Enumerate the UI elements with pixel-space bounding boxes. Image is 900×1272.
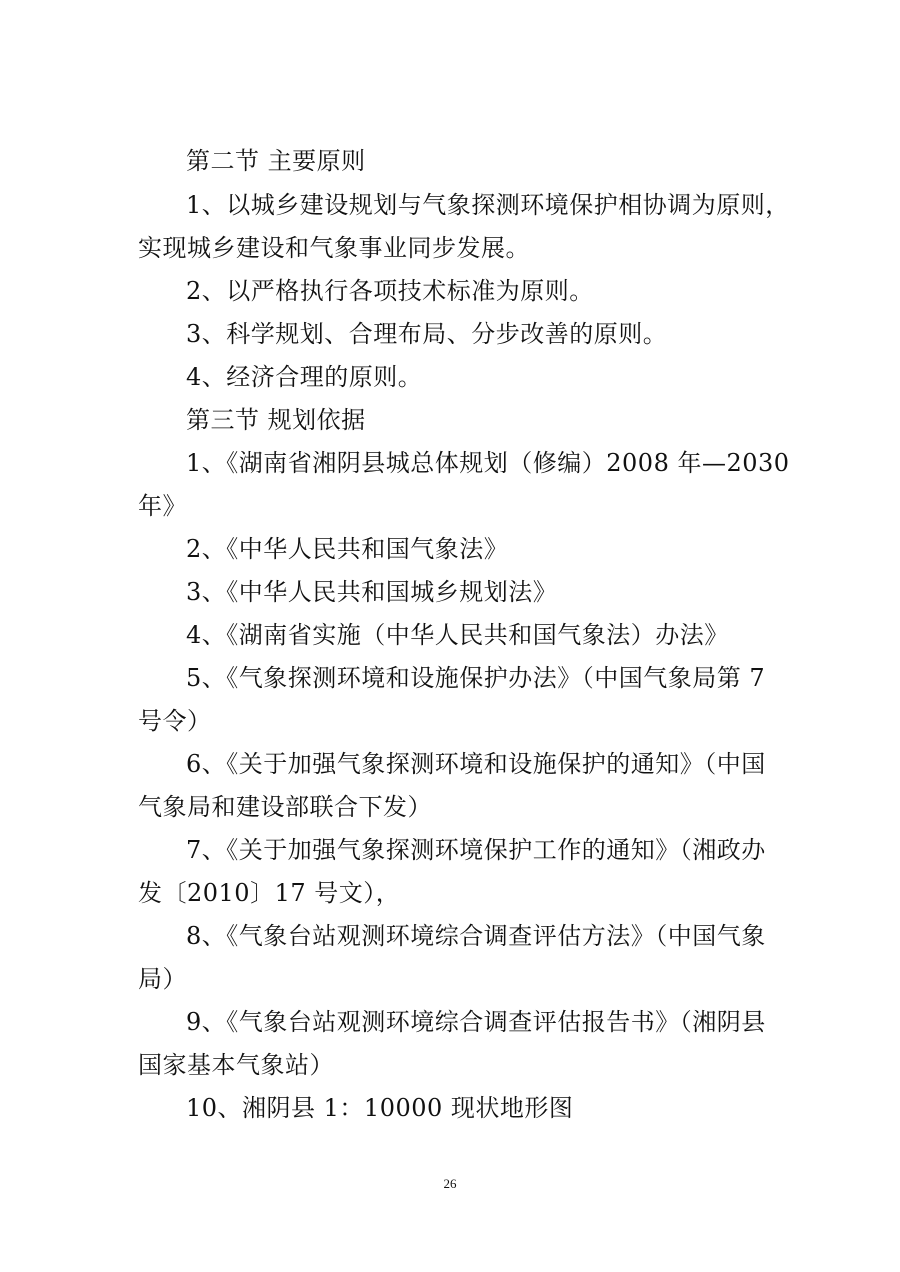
paragraph-line: 10、湘阴县 1：10000 现状地形图: [186, 1094, 574, 1122]
paragraph-line: 发〔2010〕17 号文），: [138, 879, 401, 907]
paragraph-line: 气象局和建设部联合下发）: [138, 793, 432, 821]
paragraph-line: 3、科学规划、合理布局、分步改善的原则。: [186, 320, 668, 348]
paragraph-line: 局）: [138, 965, 187, 993]
paragraph-line: 2、以严格执行各项技术标准为原则。: [186, 277, 594, 305]
paragraph-line: 3、《中华人民共和国城乡规划法》: [186, 578, 558, 606]
paragraph-line: 5、《气象探测环境和设施保护办法》（中国气象局第 7: [186, 664, 766, 692]
paragraph-line: 9、《气象台站观测环境综合调查评估报告书》（湘阴县: [186, 1008, 766, 1036]
paragraph-line: 1、以城乡建设规划与气象探测环境保护相协调为原则，: [186, 191, 790, 219]
section-heading-basis: 第三节 规划依据: [186, 406, 366, 434]
paragraph-line: 号令）: [138, 707, 212, 735]
paragraph-line: 4、经济合理的原则。: [186, 363, 423, 391]
paragraph-line: 4、《湖南省实施（中华人民共和国气象法）办法》: [186, 621, 729, 649]
paragraph-line: 国家基本气象站）: [138, 1051, 334, 1079]
paragraph-line: 实现城乡建设和气象事业同步发展。: [138, 234, 530, 262]
page-number: 26: [443, 1176, 457, 1191]
paragraph-line: 2、《中华人民共和国气象法》: [186, 535, 509, 563]
paragraph-line: 6、《关于加强气象探测环境和设施保护的通知》（中国: [186, 750, 766, 778]
section-heading-principles: 第二节 主要原则: [186, 147, 366, 175]
paragraph-line: 8、《气象台站观测环境综合调查评估方法》（中国气象: [186, 922, 766, 950]
paragraph-line: 7、《关于加强气象探测环境保护工作的通知》（湘政办: [186, 836, 766, 864]
paragraph-line: 1、《湖南省湘阴县城总体规划（修编）2008 年—2030: [186, 449, 790, 477]
paragraph-line: 年》: [138, 492, 187, 520]
